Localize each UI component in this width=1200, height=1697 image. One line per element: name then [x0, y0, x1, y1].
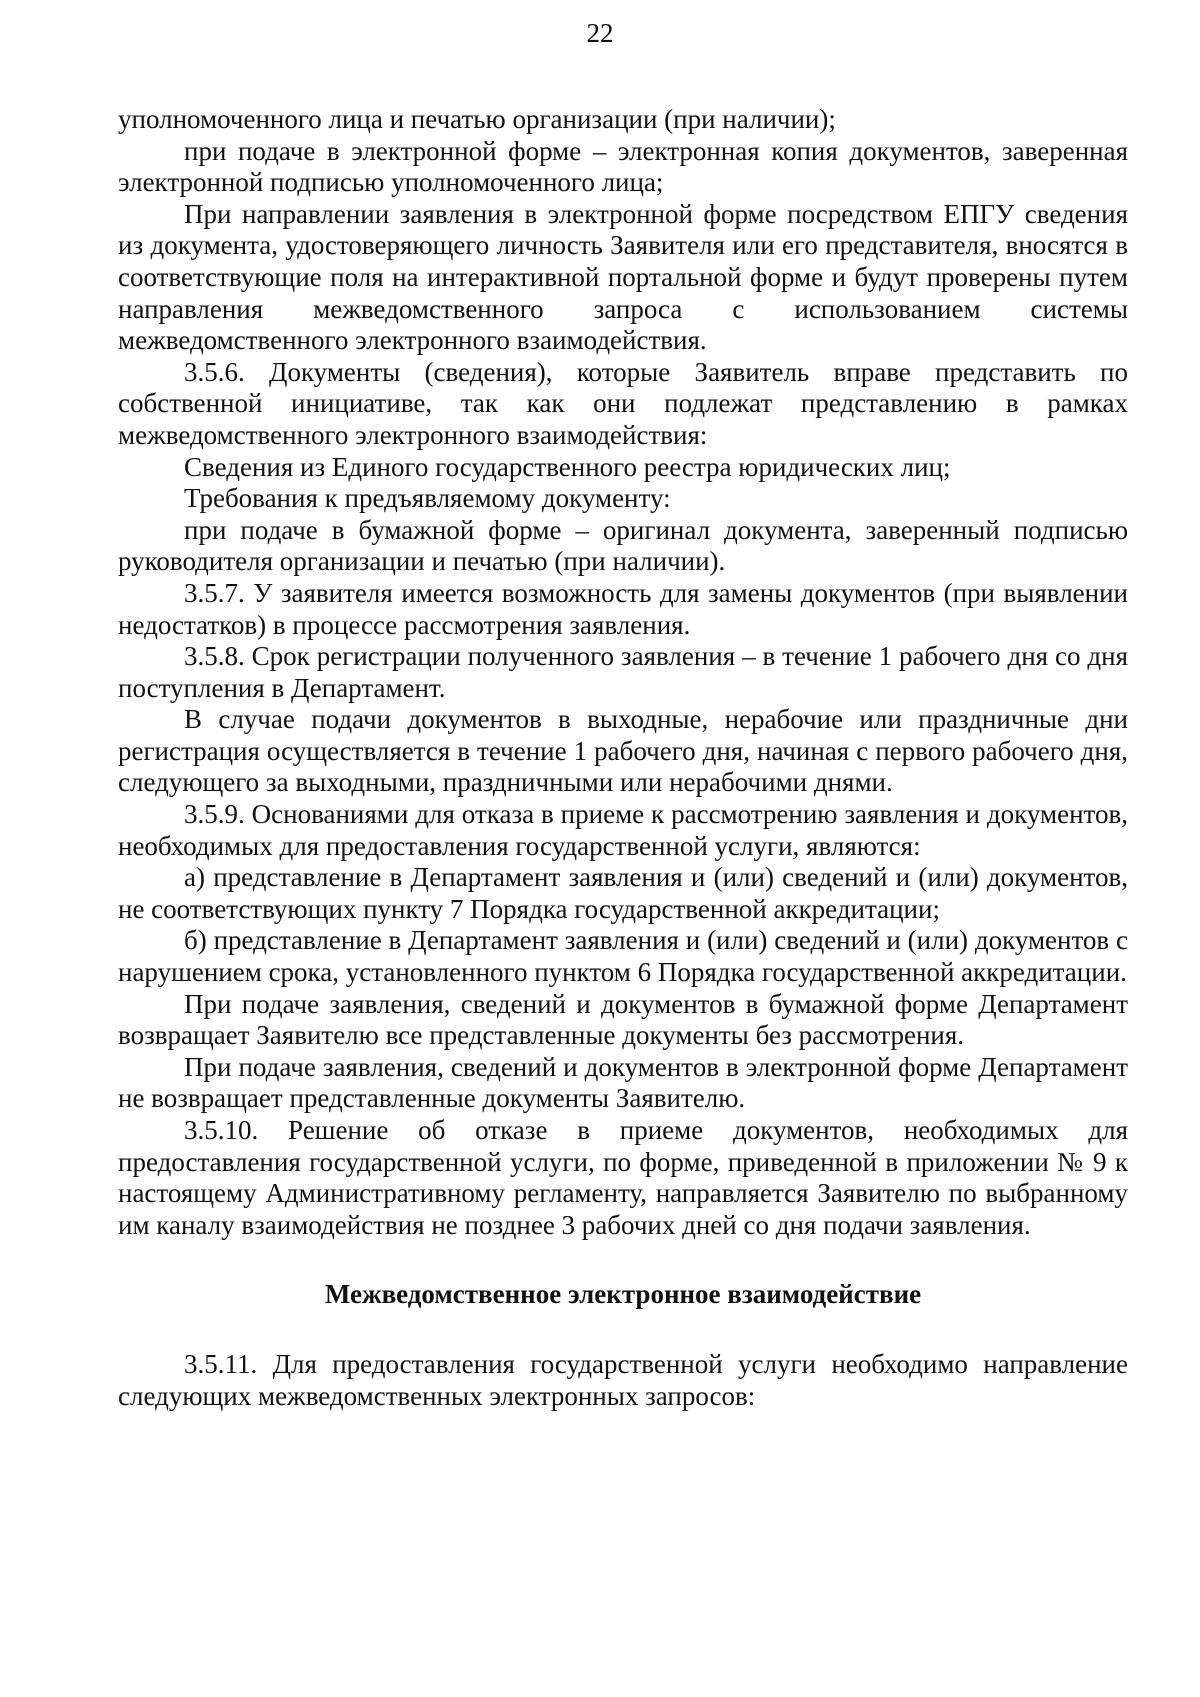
paragraph: 3.5.7. У заявителя имеется возможность для замены документов (при выявлении недостатков) в процессе рассмотрения заявления. [118, 577, 1128, 640]
paragraph: 3.5.8. Срок регистрации полученного заявления – в течение 1 рабочего дня со дня поступления в Департамент. [118, 641, 1128, 703]
paragraph: 3.5.10. Решение об отказе в приеме документов, необходимых для предоставления государственной услуги, по форме, приведенной в приложении № 9 к настоящему Административному регламенту, направляется Заявителю по выбранному им каналу взаимодействия не позднее 3 рабочих дней со дня подачи заявления. [118, 1115, 1128, 1240]
paragraph: 3.5.6. Документы (сведения), которые Заявитель вправе представить по собственной инициативе, так как они подлежат представлению в рамках межведомственного электронного взаимодействия: [118, 356, 1128, 450]
paragraph: В случае подачи документов в выходные, нерабочие или праздничные дни регистрация осуществляется в течение 1 рабочего дня, начиная с первого рабочего дня, следующего за выходными, праздничными или нерабочими днями. [118, 704, 1128, 798]
paragraph: при подаче в электронной форме – электронная копия документов, заверенная электронной подписью уполномоченного лица; [118, 135, 1128, 198]
page-number: 22 [586, 18, 614, 48]
paragraph: При подаче заявления, сведений и документов в электронной форме Департамент не возвращает представленные документы Заявителю. [118, 1051, 1128, 1114]
section-heading: Межведомственное электронное взаимодействие [324, 1279, 922, 1310]
paragraph: при подаче в бумажной форме – оригинал документа, заверенный подписью руководителя организации и печатью (при наличии). [118, 514, 1128, 577]
paragraph: Сведения из Единого государственного реестра юридических лиц; [184, 451, 951, 482]
paragraph: б) представление в Департамент заявления и (или) сведений и (или) документов с нарушением срока, установленного пунктом 6 Порядка государственной аккредитации. [118, 925, 1128, 988]
document-body [118, 104, 1128, 1412]
paragraph: При подаче заявления, сведений и документов в бумажной форме Департамент возвращает Заявителю все представленные документы без рассмотрения. [118, 988, 1128, 1051]
paragraph: Требования к предъявляемому документу: [184, 483, 671, 514]
paragraph: При направлении заявления в электронной форме посредством ЕПГУ сведения из документа, удостоверяющего личность Заявителя или его представителя, вносятся в соответствующие поля на интерактивной портальной форме и будут проверены путем направления межведомственного запроса с использованием системы межведомственного электронного взаимодействия. [118, 198, 1128, 356]
paragraph: 3.5.9. Основаниями для отказа в приеме к рассмотрению заявления и документов, необходимых для предоставления государственной услуги, являются: [118, 799, 1128, 861]
paragraph: 3.5.11. Для предоставления государственной услуги необходимо направление следующих межведомственных электронных запросов: [118, 1348, 1128, 1411]
paragraph: уполномоченного лица и печатью организации (при наличии); [118, 104, 836, 134]
paragraph: а) представление в Департамент заявления и (или) сведений и (или) документов, не соответствующих пункту 7 Порядка государственной аккредитации; [118, 862, 1128, 924]
